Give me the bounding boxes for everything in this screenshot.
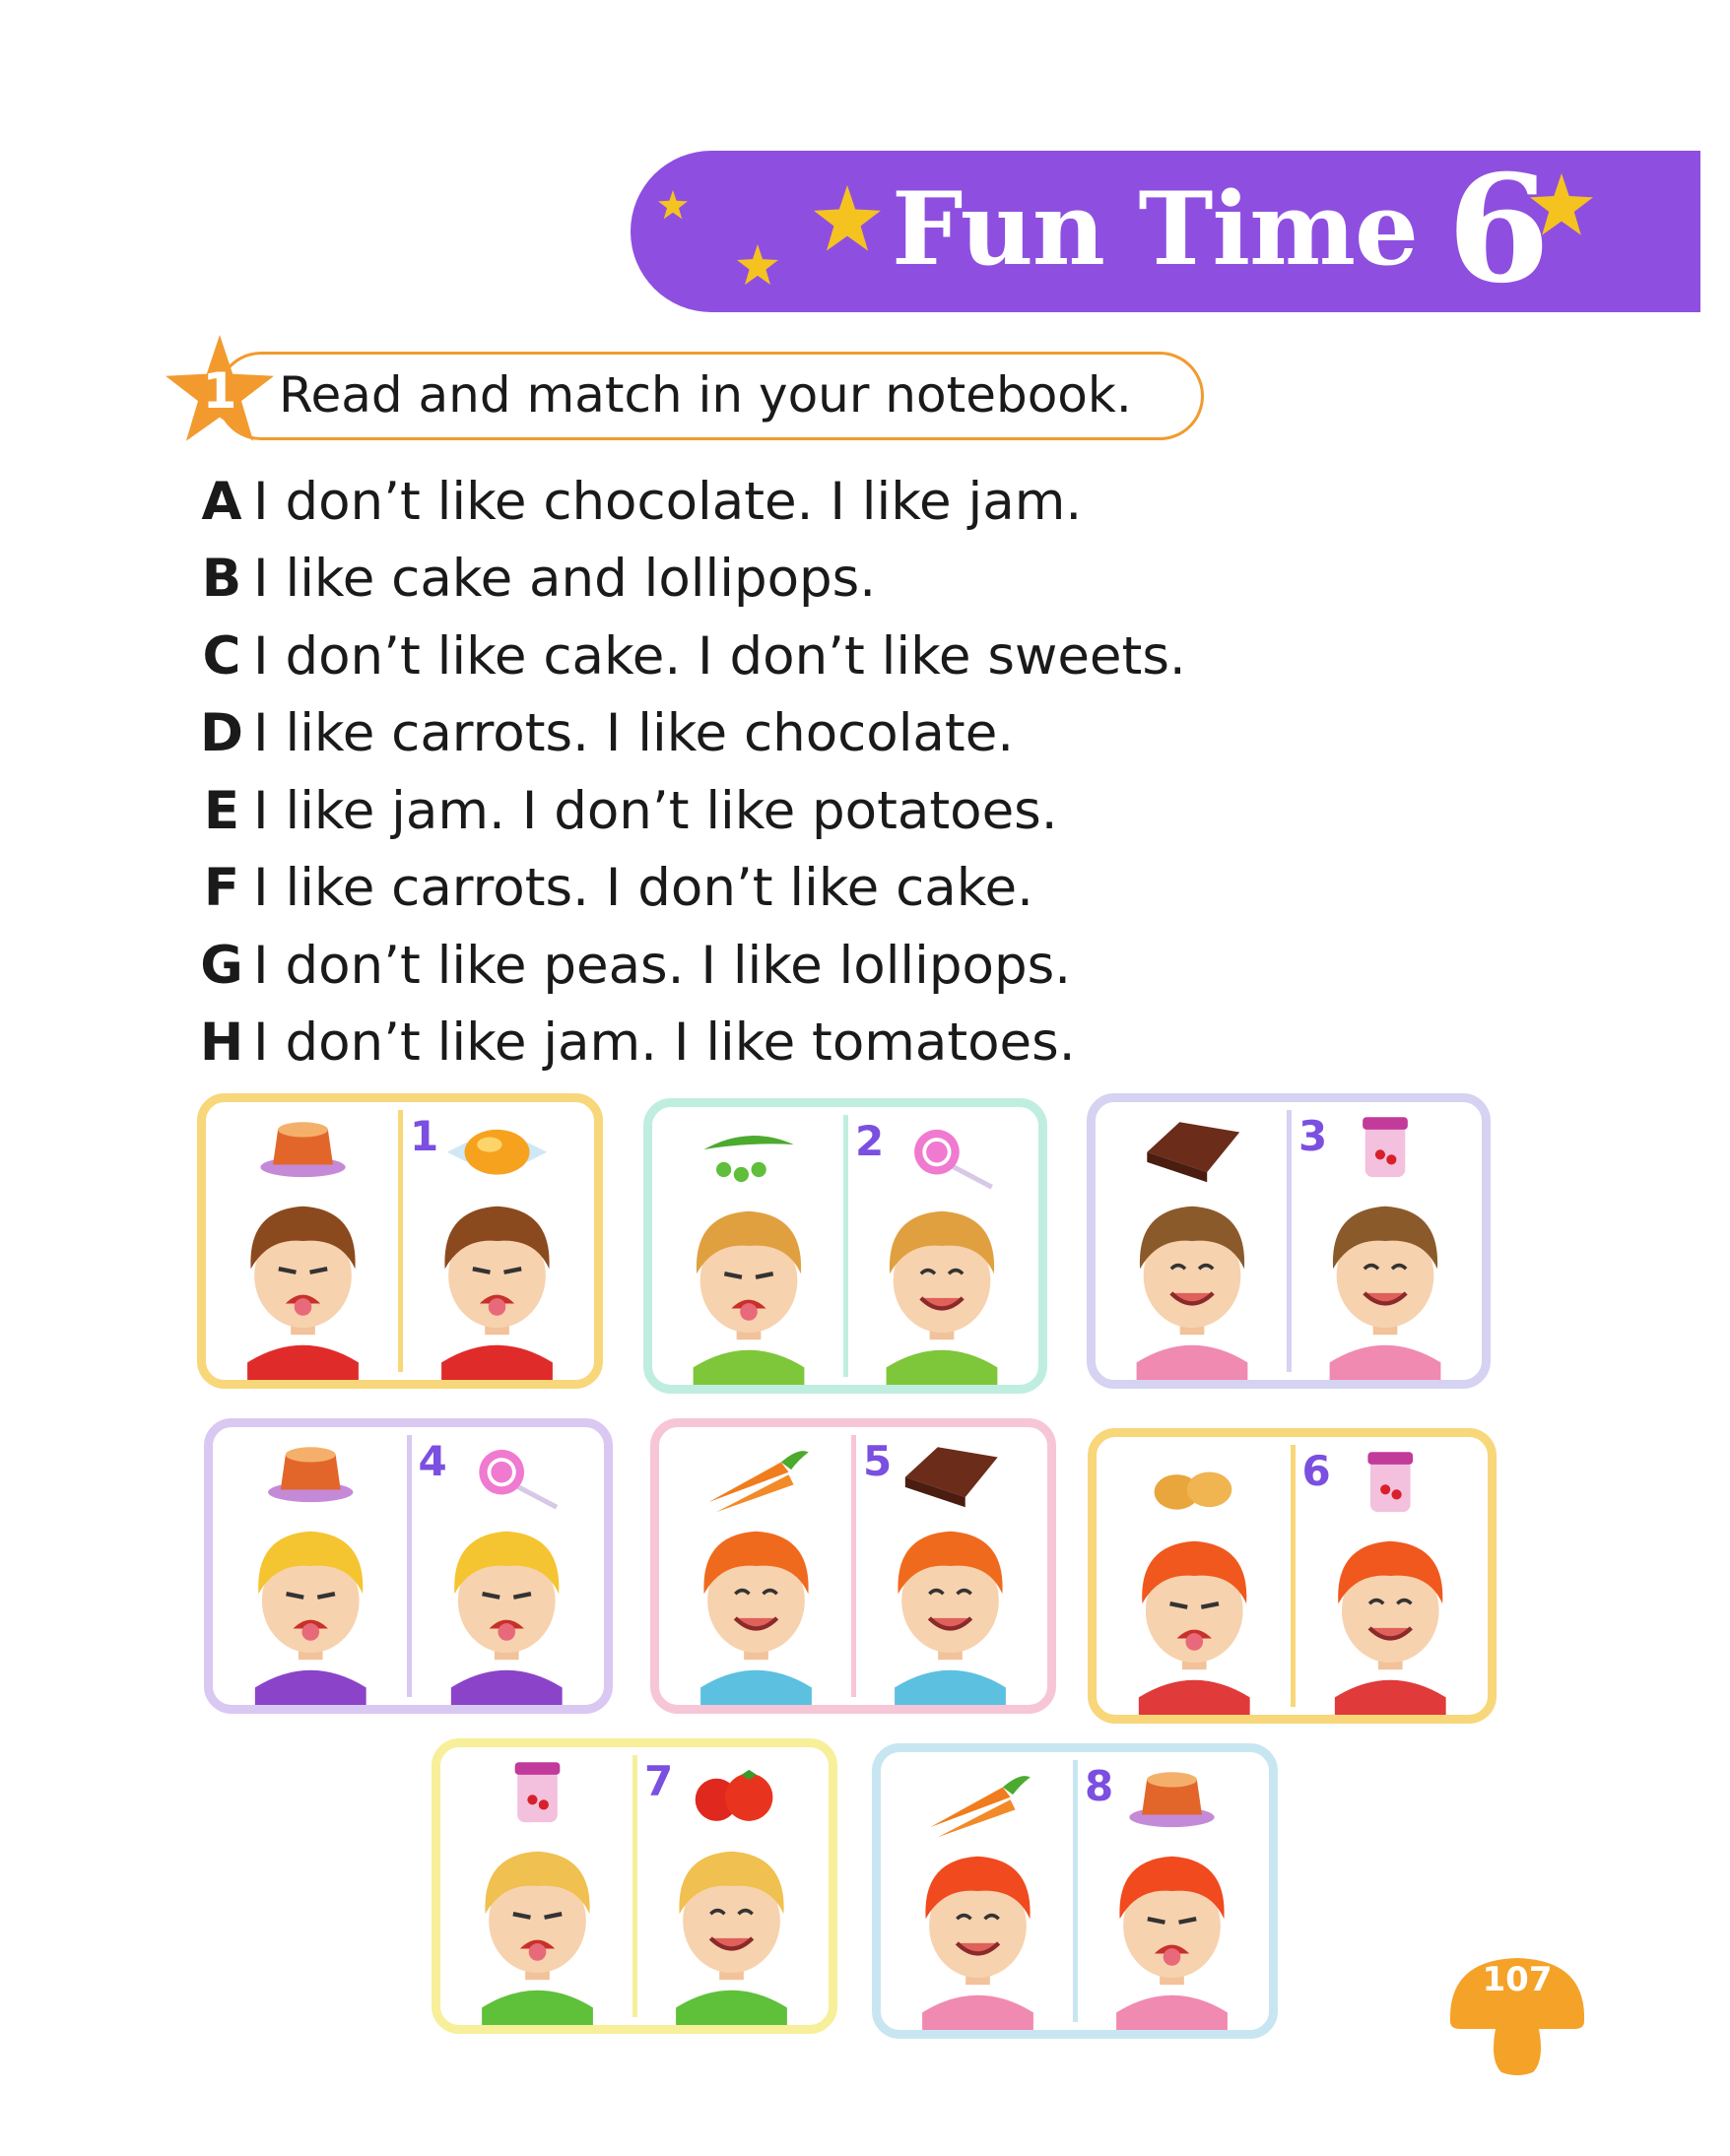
picture-card-5 (650, 1418, 1056, 1714)
sentence-item (190, 927, 1186, 1005)
picture-card-7 (432, 1738, 837, 2034)
chocolate-icon (905, 1447, 998, 1507)
sentence-item (190, 463, 1186, 541)
sentence-text: I like carrots. I like chocolate. (253, 703, 1015, 764)
jam-icon (515, 1762, 561, 1822)
jam-icon (1367, 1452, 1413, 1512)
sentence-item (190, 850, 1186, 928)
jelly-icon (1129, 1772, 1214, 1827)
star-icon (814, 185, 881, 252)
card-divider (407, 1435, 412, 1697)
picture-panel-left (652, 1107, 845, 1385)
picture-illustration (881, 1752, 1075, 2030)
star-icon (658, 190, 688, 220)
sentence-letter: A (201, 471, 242, 532)
card-divider (1073, 1760, 1078, 2022)
jam-icon (1363, 1117, 1408, 1177)
picture-card-8 (872, 1743, 1278, 2039)
sentence-text: I don’t like chocolate. I like jam. (253, 471, 1083, 532)
picture-number: 6 (1301, 1447, 1331, 1495)
carrots-icon (708, 1451, 809, 1512)
picture-card-6 (1088, 1428, 1497, 1724)
sentence-letter: H (199, 1013, 244, 1074)
card-divider (1287, 1110, 1292, 1372)
sentence-text: I like cake and lollipops. (253, 549, 877, 610)
chocolate-icon (1147, 1122, 1239, 1182)
picture-card-2 (643, 1098, 1047, 1394)
picture-card-3 (1087, 1093, 1491, 1389)
sentence-item (190, 541, 1186, 619)
card-divider (632, 1755, 637, 2017)
sweet-icon (447, 1130, 548, 1175)
picture-illustration (1096, 1102, 1289, 1380)
peas-icon (703, 1136, 793, 1182)
sentence-letter: B (201, 549, 242, 610)
picture-panel-left (206, 1102, 400, 1380)
page-number: 107 (1482, 1960, 1553, 1999)
picture-panel-left (440, 1747, 634, 2025)
sentence-letter: G (200, 935, 243, 996)
picture-number: 3 (1298, 1112, 1328, 1160)
sentence-text: I don’t like peas. I like lollipops. (253, 935, 1072, 996)
star-icon (737, 244, 778, 286)
card-divider (398, 1110, 403, 1372)
picture-illustration (652, 1107, 845, 1385)
picture-card-1 (197, 1093, 603, 1389)
jelly-icon (260, 1122, 345, 1177)
sentence-letter: F (203, 858, 240, 919)
sentence-text: I don’t like cake. I don’t like sweets. (253, 625, 1186, 686)
sentence-text: I like jam. I don’t like potatoes. (253, 780, 1058, 841)
sentence-item (190, 772, 1186, 850)
card-divider (843, 1115, 848, 1377)
lollipop-icon (914, 1130, 992, 1187)
picture-panel-left (659, 1427, 853, 1705)
picture-number: 7 (644, 1757, 674, 1805)
sentence-item (190, 695, 1186, 773)
lollipop-icon (479, 1450, 557, 1507)
picture-illustration (206, 1102, 400, 1380)
activity-instruction: Read and match in your notebook. (279, 366, 1132, 424)
sentence-text: I like carrots. I don’t like cake. (253, 858, 1033, 919)
picture-illustration (213, 1427, 409, 1705)
card-divider (1291, 1445, 1296, 1707)
carrots-icon (930, 1776, 1031, 1837)
picture-panel-left (213, 1427, 409, 1705)
picture-illustration (1097, 1437, 1293, 1715)
tomatoes-icon (696, 1770, 773, 1821)
jelly-icon (268, 1447, 353, 1502)
picture-illustration (659, 1427, 853, 1705)
title-text: Fun Time (892, 170, 1418, 289)
activity-number: 1 (202, 362, 237, 420)
sentence-letter: E (203, 780, 240, 841)
page-title (892, 143, 1551, 316)
picture-panel-left (1096, 1102, 1289, 1380)
sentence-list (190, 463, 1186, 1081)
sentence-item (190, 1005, 1186, 1082)
potatoes-icon (1155, 1472, 1232, 1510)
title-number: 6 (1446, 143, 1551, 316)
picture-number: 8 (1085, 1762, 1114, 1810)
picture-number: 1 (410, 1112, 439, 1160)
sentence-item (190, 618, 1186, 695)
picture-number: 2 (855, 1117, 885, 1165)
picture-number: 5 (863, 1437, 893, 1485)
picture-illustration (440, 1747, 634, 2025)
picture-card-4 (204, 1418, 613, 1714)
picture-panel-left (1097, 1437, 1293, 1715)
sentence-letter: D (200, 703, 243, 764)
picture-number: 4 (418, 1437, 447, 1485)
card-divider (851, 1435, 856, 1697)
sentence-letter: C (202, 625, 241, 686)
sentence-text: I don’t like jam. I like tomatoes. (253, 1013, 1076, 1074)
picture-panel-left (881, 1752, 1075, 2030)
